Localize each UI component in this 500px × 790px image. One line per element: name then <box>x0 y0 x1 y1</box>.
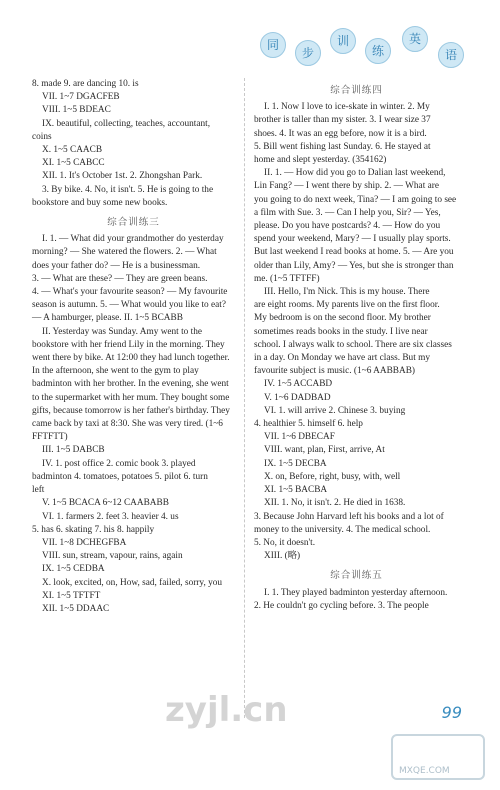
answer-line: VII. 1~7 DGACFEB <box>42 92 120 103</box>
answer-line: sometimes reads books in the study. I live near <box>254 326 428 337</box>
header-char: 英 <box>402 26 428 52</box>
answer-line: II. Yesterday was Sunday. Amy went to the <box>42 326 203 337</box>
answer-line: left <box>32 485 45 496</box>
answer-line: IV. 1. post office 2. comic book 3. played <box>42 458 196 469</box>
page-header <box>220 20 480 70</box>
answer-line: X. 1~5 CAACB <box>42 145 103 156</box>
answer-line: I. 1. Now I love to ice-skate in winter. 2. My <box>264 102 430 113</box>
watermark-stamp <box>391 734 485 780</box>
answer-line: 4. healthier 5. himself 6. help <box>254 419 363 430</box>
answer-line: II. 1. — How did you go to Dalian last weekend, <box>264 168 446 179</box>
answer-line: XII. 1~5 DDAAC <box>42 603 110 614</box>
answer-line: I. 1. They played badminton yesterday afternoon. <box>264 587 448 598</box>
answer-line: X. look, excited, on, How, sad, failed, sorry, you <box>42 577 223 588</box>
answer-line: VI. 1. will arrive 2. Chinese 3. buying <box>264 405 406 416</box>
right-column <box>254 78 459 613</box>
answer-line: 5. No, it doesn't. <box>254 537 316 548</box>
answer-line: XIII. (略) <box>264 551 301 562</box>
answer-line: favourite subject is music. (1~6 AABBAB) <box>254 366 415 377</box>
answer-line: home and slept yesterday. (354162) <box>254 155 387 166</box>
answer-line: Lin Fang? — I went there by ship. 2. — What are <box>254 181 439 192</box>
answer-line: shoes. 4. It was an egg before, now it is a bird. <box>254 128 427 139</box>
answer-line: came back by taxi at 8:30. She was very tired. (1~6 <box>32 419 223 430</box>
answer-line: XI. 1~5 TFTFT <box>42 590 101 601</box>
answer-line: XI. 1~5 CABCC <box>42 158 105 169</box>
answer-line: But last weekend I read books at home. 5. — Are you <box>254 247 454 258</box>
answer-line: 4. — What's your favourite season? — My favourite <box>32 287 228 298</box>
answer-line: gifts, because tomorrow is her father's birthday. They <box>32 405 230 416</box>
answer-line: 5. has 6. skating 7. his 8. happily <box>32 524 155 535</box>
answer-line: season is autumn. 5. — What would you like to eat? <box>32 300 226 311</box>
answer-line: IX. beautiful, collecting, teaches, accountant, <box>42 118 211 129</box>
answer-line: III. 1~5 DABCB <box>42 445 105 456</box>
answer-line: VIII. 1~5 BDEAC <box>42 105 111 116</box>
answer-line: My bedroom is on the second floor. My brother <box>254 313 431 324</box>
answer-line: IX. 1~5 CEDBA <box>42 564 105 575</box>
left-column <box>32 78 235 616</box>
answer-line: went there by bike. At 12:00 they had lunch together. <box>32 353 230 364</box>
answer-line: please. Do you have postcards? 4. — How do you <box>254 221 441 232</box>
answer-line: 2. He couldn't go cycling before. 3. The people <box>254 600 429 611</box>
answer-line: FFTFTT) <box>32 432 68 443</box>
answer-line: money to the university. 4. The medical school. <box>254 524 431 535</box>
answer-line: 8. made 9. are dancing 10. is <box>32 79 139 89</box>
answer-line: VI. 1. farmers 2. feet 3. heavier 4. us <box>42 511 179 522</box>
answer-line: XII. 1. No, it isn't. 2. He died in 1638. <box>264 498 406 509</box>
answer-line: 5. Bill went fishing last Sunday. 6. He stayed at <box>254 141 431 152</box>
section-title: 综合训练五 <box>330 570 383 582</box>
page-number: 99 <box>441 703 462 722</box>
answer-line: 3. By bike. 4. No, it isn't. 5. He is going to the <box>42 184 214 195</box>
answer-line: does your father do? — He is a businessman. <box>32 260 201 271</box>
section-title: 综合训练三 <box>107 217 160 229</box>
answer-line: V. 1~6 DADBAD <box>264 392 331 403</box>
answer-line: 3. Because John Harvard left his books and a lot of <box>254 511 444 522</box>
header-char: 练 <box>365 38 391 64</box>
answer-line: a film with Sue. 3. — Can I help you, Sir? — Yes, <box>254 207 441 218</box>
answer-line: VII. 1~6 DBECAF <box>264 432 335 443</box>
answer-line: in a day. On Monday we have art class. But my <box>254 353 430 364</box>
section-title: 综合训练四 <box>330 85 383 96</box>
answer-line: bookstore with her friend Lily in the morning. They <box>32 339 225 350</box>
answer-line: to the supermarket with her mum. They bought some <box>32 392 230 403</box>
answer-line: IX. 1~5 DECBA <box>264 458 327 469</box>
answer-line: VIII. sun, stream, vapour, rains, again <box>42 551 183 562</box>
answer-line: brother is taller than my sister. 3. I wear size 37 <box>254 115 431 126</box>
answer-line: older than Lily, Amy? — Yes, but she is stronger than <box>254 260 454 271</box>
answer-line: morning? — She watered the flowers. 2. — What <box>32 247 217 258</box>
stamp-text: MXQE.COM <box>399 766 450 776</box>
answer-line: IV. 1~5 ACCABD <box>264 379 333 390</box>
answer-line: you going to do next week, Tina? — I am going to see <box>254 194 457 205</box>
answer-line: spend your weekend, Mary? — I usually play sports. <box>254 234 451 245</box>
answer-line: school. I always walk to school. There are six classes <box>254 339 452 350</box>
answer-line: me. (1~5 TFTFF) <box>254 273 320 284</box>
answer-line: coins <box>32 131 52 142</box>
answer-line: badminton 4. tomatoes, potatoes 5. pilot 6. turn <box>32 471 208 482</box>
header-char: 语 <box>438 42 464 68</box>
header-char: 训 <box>330 28 356 54</box>
answer-line: XI. 1~5 BACBA <box>264 485 328 496</box>
watermark: zyjl.cn <box>165 690 288 730</box>
header-char: 同 <box>260 32 286 58</box>
column-divider <box>244 78 245 718</box>
answer-line: are eight rooms. My parents live on the first floor. <box>254 300 440 311</box>
answer-line: bookstore and buy some new books. <box>32 197 168 208</box>
answer-line: — A hamburger, please. II. 1~5 BCABB <box>32 313 183 324</box>
answer-line: X. on, Before, right, busy, with, well <box>264 471 401 482</box>
answer-line: badminton with her brother. In the evening, she went <box>32 379 229 390</box>
answer-line: VIII. want, plan, First, arrive, At <box>264 445 385 456</box>
answer-line: I. 1. — What did your grandmother do yesterday <box>42 234 224 245</box>
answer-line: VII. 1~8 DCHEGFBA <box>42 537 127 548</box>
answer-line: III. Hello, I'm Nick. This is my house. There <box>264 287 430 298</box>
answer-line: V. 1~5 BCACA 6~12 CAABABB <box>42 498 169 509</box>
answer-line: In the afternoon, she went to the gym to play <box>32 366 199 377</box>
header-char: 步 <box>295 40 321 66</box>
answer-line: XII. 1. It's October 1st. 2. Zhongshan Park. <box>42 171 203 182</box>
answer-line: 3. — What are these? — They are green beans. <box>32 273 208 284</box>
